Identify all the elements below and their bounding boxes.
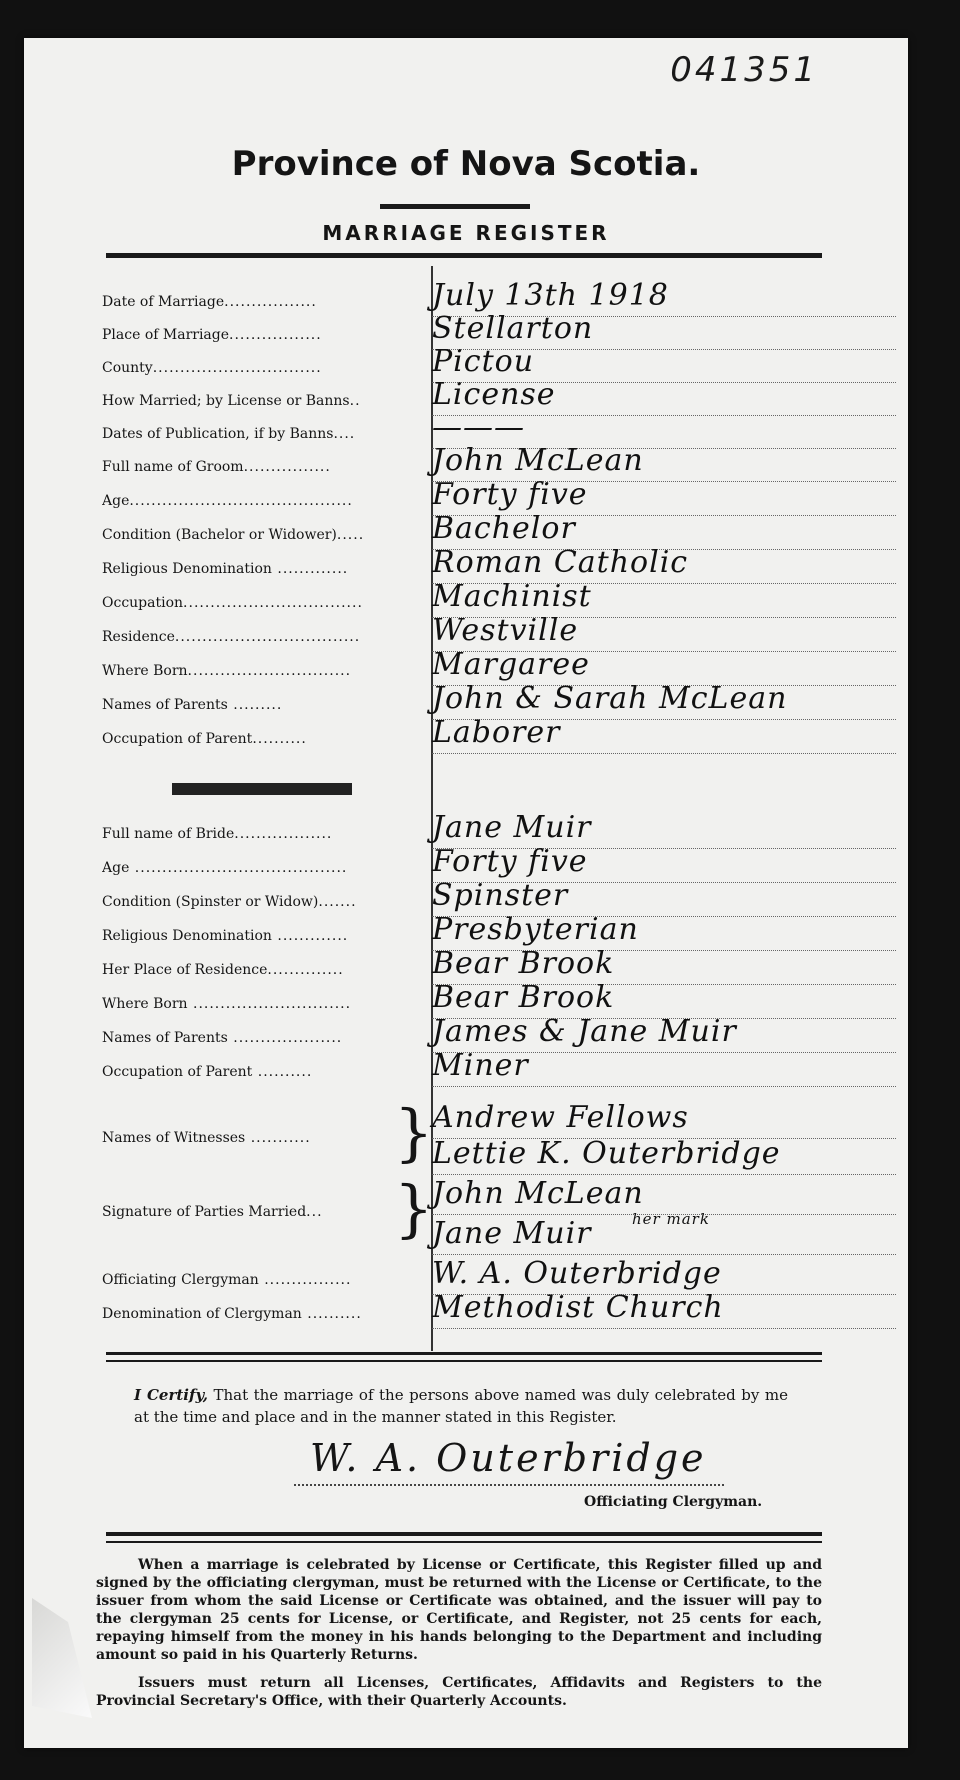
field-label: Occupation of Parent.......... <box>102 731 307 747</box>
notice-divider-top <box>106 1532 822 1536</box>
field-groom-parent-occupation <box>102 715 902 755</box>
field-value: Machinist <box>432 579 592 614</box>
register-page <box>24 38 908 1748</box>
witness-brace: } <box>394 1096 434 1169</box>
field-value: Presbyterian <box>432 912 639 947</box>
certify-divider-bottom <box>106 1360 822 1362</box>
field-value: Jane Muir <box>432 810 592 845</box>
field-label: County............................... <box>102 360 322 376</box>
field-label: Officiating Clergyman ................ <box>102 1272 352 1288</box>
certify-lead: I Certify, <box>134 1386 208 1404</box>
field-value: Andrew Fellows <box>432 1100 689 1135</box>
mark-note: her mark <box>632 1210 710 1228</box>
issuer-notice <box>96 1556 822 1720</box>
field-value: Forty five <box>432 477 588 512</box>
field-value: John McLean <box>432 1176 644 1211</box>
field-value: Methodist Church <box>432 1290 724 1325</box>
field-value: John & Sarah McLean <box>432 681 788 716</box>
field-label: Place of Marriage................. <box>102 327 322 343</box>
field-label: Names of Parents ......... <box>102 697 283 713</box>
field-label: Date of Marriage................. <box>102 294 317 310</box>
field-value: Spinster <box>432 878 569 913</box>
field-label: Occupation................................. <box>102 595 363 611</box>
field-value: Bachelor <box>432 511 576 546</box>
signature-caption: Officiating Clergyman. <box>584 1494 763 1510</box>
field-value: Laborer <box>432 715 561 750</box>
field-label: Full name of Bride.................. <box>102 826 333 842</box>
field-value: Bear Brook <box>432 946 615 981</box>
field-label: Occupation of Parent .......... <box>102 1064 313 1080</box>
field-label: Condition (Bachelor or Widower)..... <box>102 527 365 543</box>
field-label: Names of Parents .................... <box>102 1030 343 1046</box>
field-label: How Married; by License or Banns.. <box>102 393 361 409</box>
field-value: Miner <box>432 1048 529 1083</box>
signature-brace: } <box>394 1172 434 1245</box>
field-value: Westville <box>432 613 579 648</box>
clergy-signature <box>294 1436 724 1496</box>
field-value: Bear Brook <box>432 980 615 1015</box>
title-rule <box>380 204 530 209</box>
field-value: Lettie K. Outerbridge <box>432 1136 781 1171</box>
field-value: W. A. Outerbridge <box>432 1256 722 1291</box>
field-label: Signature of Parties Married... <box>102 1204 323 1220</box>
field-label: Condition (Spinster or Widow)....... <box>102 894 357 910</box>
field-label: Religious Denomination ............. <box>102 561 349 577</box>
field-label: Her Place of Residence.............. <box>102 962 344 978</box>
section-separator <box>172 783 352 795</box>
notice-paragraph: When a marriage is celebrated by License or Certificate, this Register filled up and signed by the officiating clergyman, must be returned with the License or Certificate, to the issuer from whom the said License or Certificate was obtained, and the issuer will pay to the clergyman 25 cents for License, or Certificate, and Register, not 25 cents for each, repaying himself from the money in his hands belonging to the Department and including amount so paid in his Quarterly Returns. <box>96 1557 822 1663</box>
certify-body: That the marriage of the persons above named was duly celebrated by me at the time and place and in the manner stated in this Register. <box>134 1386 788 1426</box>
field-value: Pictou <box>432 344 535 379</box>
field-label: Full name of Groom................ <box>102 459 331 475</box>
field-label: Religious Denomination ............. <box>102 928 349 944</box>
field-label: Denomination of Clergyman .......... <box>102 1306 362 1322</box>
field-value: July 13th 1918 <box>432 278 669 313</box>
field-label: Where Born ............................. <box>102 996 352 1012</box>
document-number: 041351 <box>670 50 818 90</box>
signature-text: W. A. Outerbridge <box>310 1436 707 1480</box>
field-label: Where Born.............................. <box>102 663 352 679</box>
field-clergy-denomination <box>102 1290 902 1330</box>
field-value: James & Jane Muir <box>432 1014 737 1049</box>
notice-divider-bottom <box>106 1541 822 1543</box>
field-label: Dates of Publication, if by Banns.... <box>102 426 356 442</box>
page-subtitle: MARRIAGE REGISTER <box>322 221 610 245</box>
page-title: Province of Nova Scotia. <box>231 144 701 184</box>
field-value: Roman Catholic <box>432 545 689 580</box>
header-divider <box>106 253 822 258</box>
field-label: Age ....................................... <box>102 860 348 876</box>
field-label: Age......................................... <box>102 493 353 509</box>
field-value: Jane Muir <box>432 1216 592 1251</box>
field-label: Names of Witnesses ........... <box>102 1130 311 1146</box>
field-value: John McLean <box>432 443 644 478</box>
field-value: ——— <box>432 410 525 445</box>
certify-divider-top <box>106 1352 822 1355</box>
field-value: License <box>432 377 556 412</box>
torn-corner <box>32 1598 92 1718</box>
field-signatures <box>102 1204 902 1256</box>
field-bride-parent-occupation <box>102 1048 902 1088</box>
field-value: Margaree <box>432 647 590 682</box>
field-witnesses <box>102 1130 902 1176</box>
field-value: Forty five <box>432 844 588 879</box>
field-label: Residence.................................. <box>102 629 361 645</box>
certification-text <box>134 1384 788 1428</box>
field-value: Stellarton <box>432 311 594 346</box>
notice-paragraph: Issuers must return all Licenses, Certificates, Affidavits and Registers to the Provincial Secretary's Office, with their Quarterly Accounts. <box>96 1675 822 1709</box>
